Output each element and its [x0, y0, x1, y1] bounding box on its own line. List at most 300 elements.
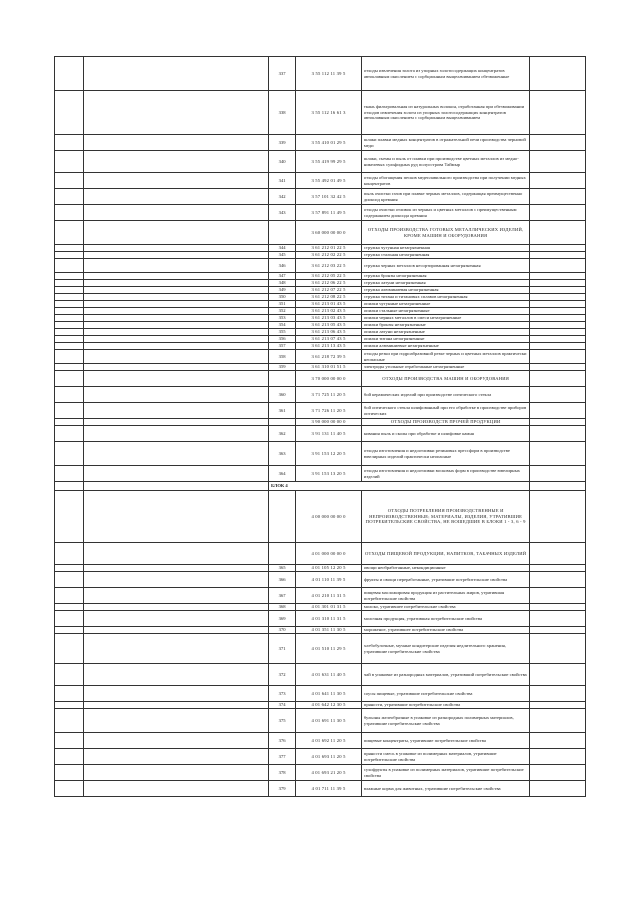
waste-name: пряности, утратившие потребительские свойства: [361, 702, 530, 709]
left-empty-cell: [55, 343, 84, 350]
table-row: [55, 627, 586, 634]
right-empty-cell: [530, 294, 586, 301]
table-row: [55, 588, 586, 604]
table-row: [55, 259, 586, 273]
row-number: 375: [269, 709, 296, 733]
left-empty-cell: [55, 91, 84, 135]
blank-column-cell: [84, 189, 269, 205]
left-empty-cell: [55, 442, 84, 466]
blank-column-cell: [84, 588, 269, 604]
row-number: 366: [269, 572, 296, 588]
row-number: 379: [269, 781, 296, 797]
left-empty-cell: [55, 245, 84, 252]
waste-name: отходы извлечения золота из упорных золотосодержащих концентратов автоклавным окислением с сорбционным выщелачиванием обезвоженные: [361, 57, 530, 91]
blank-column-cell: [84, 634, 269, 664]
left-empty-cell: [55, 466, 84, 482]
blank-column-cell: [84, 245, 269, 252]
table-row: [55, 135, 586, 151]
right-empty-cell: [530, 151, 586, 173]
blank-column-cell: [84, 91, 269, 135]
waste-name: стружка стальная незагрязненная: [361, 252, 530, 259]
waste-classification-table: [54, 56, 586, 797]
row-number: 338: [269, 91, 296, 135]
waste-name: сухофрукты в упаковке из полимерных материалов, утратившие потребительские свойства: [361, 765, 530, 781]
blank-column-cell: [84, 491, 269, 543]
section-code: 3 70 000 00 00 0: [296, 371, 362, 387]
table-row: [55, 245, 586, 252]
fkko-code: 4 01 105 12 20 5: [296, 565, 362, 572]
left-empty-cell: [55, 403, 84, 419]
fkko-code: 3 55 112 11 39 5: [296, 57, 362, 91]
section-row: [55, 371, 586, 387]
left-empty-cell: [55, 604, 84, 611]
fkko-code: 3 55 112 16 61 3: [296, 91, 362, 135]
row-number: 342: [269, 189, 296, 205]
right-empty-cell: [530, 252, 586, 259]
fkko-code: 3 61 310 01 51 5: [296, 364, 362, 371]
fkko-code: 4 01 310 11 31 5: [296, 611, 362, 627]
fkko-code: 4 01 693 21 20 5: [296, 765, 362, 781]
row-number: 358: [269, 350, 296, 364]
waste-name: чай в упаковке из разнородных материалов, утративший потребительские свойства: [361, 664, 530, 686]
right-empty-cell: [530, 686, 586, 702]
left-empty-cell: [55, 364, 84, 371]
row-number: 343: [269, 205, 296, 221]
right-empty-cell: [530, 491, 586, 543]
row-number: 352: [269, 308, 296, 315]
blank-column-cell: [84, 664, 269, 686]
right-empty-cell: [530, 343, 586, 350]
blank-column-cell: [84, 709, 269, 733]
row-number: 341: [269, 173, 296, 189]
fkko-code: 4 01 693 11 20 5: [296, 749, 362, 765]
blank-column-cell: [84, 611, 269, 627]
section-row: [55, 221, 586, 245]
row-number: 362: [269, 426, 296, 442]
left-empty-cell: [55, 419, 84, 426]
right-empty-cell: [530, 419, 586, 426]
fkko-code: 3 57 891 11 49 5: [296, 205, 362, 221]
waste-name: шлаки плавки медных концентратов в отражательной печи производства черновой меди: [361, 135, 530, 151]
right-empty-cell: [530, 245, 586, 252]
waste-name: отходы очистки отливок из черных и цветных металлов с преимущественным содержанием диоксида кремния: [361, 205, 530, 221]
section-row: [55, 419, 586, 426]
blank-column-cell: [84, 350, 269, 364]
row-number-empty: [269, 371, 296, 387]
table-row: [55, 426, 586, 442]
right-empty-cell: [530, 781, 586, 797]
table-row: [55, 315, 586, 322]
row-number: 371: [269, 634, 296, 664]
section-row: [55, 543, 586, 565]
row-number: 359: [269, 364, 296, 371]
table-row: [55, 350, 586, 364]
fkko-code: 4 01 510 11 29 5: [296, 634, 362, 664]
fkko-code: 3 61 213 01 43 5: [296, 301, 362, 308]
row-number-empty: [269, 419, 296, 426]
waste-name: отходы изготовления и недоотливки резиновых прессформ в производстве ювелирных изделий практически неопасные: [361, 442, 530, 466]
blank-column-cell: [84, 364, 269, 371]
row-number: 348: [269, 280, 296, 287]
table-row: [55, 189, 586, 205]
table-row: [55, 343, 586, 350]
right-empty-cell: [530, 664, 586, 686]
row-number: 350: [269, 294, 296, 301]
row-number-empty: [269, 221, 296, 245]
waste-name: электроды угольные отработанные незагрязненные: [361, 364, 530, 371]
blank-column-cell: [84, 702, 269, 709]
blank-column-cell: [84, 294, 269, 301]
fkko-code: 3 55 419 99 29 5: [296, 151, 362, 173]
row-number: 347: [269, 273, 296, 280]
row-number: 339: [269, 135, 296, 151]
table-row: [55, 294, 586, 301]
fkko-code: 3 91 153 12 20 5: [296, 442, 362, 466]
left-empty-cell: [55, 151, 84, 173]
table-row: [55, 301, 586, 308]
table-body: [55, 57, 586, 797]
section-title: ОТХОДЫ ПИЩЕВОЙ ПРОДУКЦИИ, НАПИТКОВ, ТАБАЧНЫХ ИЗДЕЛИЙ: [361, 543, 530, 565]
left-empty-cell: [55, 686, 84, 702]
fkko-code: 3 61 212 05 22 5: [296, 273, 362, 280]
fkko-code: 3 71 725 11 20 5: [296, 387, 362, 403]
section-title: ОТХОДЫ ПОТРЕБЛЕНИЯ ПРОИЗВОДСТВЕННЫЕ И НЕПРОИЗВОДСТВЕННЫЕ; МАТЕРИАЛЫ, ИЗДЕЛИЯ, УТРАТИВШИЕ ПОТРЕБИТЕЛЬСКИЕ СВОЙСТВА, НЕ ВОШЕДШИЕ В БЛОКИ 1 - 3, 6 - 9: [361, 491, 530, 543]
left-empty-cell: [55, 749, 84, 765]
table-row: [55, 151, 586, 173]
table-row: [55, 466, 586, 482]
fkko-code: 3 61 213 07 43 5: [296, 336, 362, 343]
section-title: ОТХОДЫ ПРОИЗВОДСТВА ГОТОВЫХ МЕТАЛЛИЧЕСКИХ ИЗДЕЛИЙ, КРОМЕ МАШИН И ОБОРУДОВАНИЯ: [361, 221, 530, 245]
left-empty-cell: [55, 781, 84, 797]
fkko-code: 3 91 131 11 40 5: [296, 426, 362, 442]
blank-column-cell: [84, 173, 269, 189]
waste-name: отходы обогащения песков медеплавильного производства при получении медных концентратов: [361, 173, 530, 189]
row-number: 374: [269, 702, 296, 709]
right-empty-cell: [530, 543, 586, 565]
section-title: ОТХОДЫ ПРОИЗВОДСТВ ПРОЧЕЙ ПРОДУКЦИИ: [361, 419, 530, 426]
right-empty-cell: [530, 634, 586, 664]
blank-column-cell: [84, 749, 269, 765]
waste-name: пищевые концентраты, утратившие потребительские свойства: [361, 733, 530, 749]
right-empty-cell: [530, 442, 586, 466]
table-row: [55, 709, 586, 733]
left-empty-cell: [55, 280, 84, 287]
left-empty-cell: [55, 259, 84, 273]
table-row: [55, 403, 586, 419]
left-empty-cell: [55, 135, 84, 151]
left-empty-cell: [55, 565, 84, 572]
left-empty-cell: [55, 702, 84, 709]
right-empty-cell: [530, 371, 586, 387]
blank-column-cell: [84, 482, 269, 491]
row-number: 354: [269, 322, 296, 329]
right-empty-cell: [530, 336, 586, 343]
table-row: [55, 442, 586, 466]
table-row: [55, 765, 586, 781]
row-number: 360: [269, 387, 296, 403]
left-empty-cell: [55, 315, 84, 322]
fkko-code: 3 61 212 07 22 5: [296, 287, 362, 294]
blank-column-cell: [84, 57, 269, 91]
waste-name: пыль очистки газов при плавке черных металлов, содержащая преимущественно диоксид кремния: [361, 189, 530, 205]
section-code: 4 01 000 00 00 0: [296, 543, 362, 565]
blank-column-cell: [84, 322, 269, 329]
table-row: [55, 322, 586, 329]
fkko-code: 3 55 492 01 49 5: [296, 173, 362, 189]
blank-column-cell: [84, 308, 269, 315]
blank-column-cell: [84, 765, 269, 781]
row-number: 355: [269, 329, 296, 336]
waste-name: стружка бронзы незагрязненная: [361, 273, 530, 280]
fkko-code: 4 01 691 11 30 5: [296, 709, 362, 733]
right-empty-cell: [530, 426, 586, 442]
table-row: [55, 572, 586, 588]
row-number: 376: [269, 733, 296, 749]
block-label: БЛОК 4: [269, 482, 530, 491]
fkko-code: 4 01 351 11 30 5: [296, 627, 362, 634]
left-empty-cell: [55, 491, 84, 543]
waste-name: фрукты и овощи переработанные, утратившие потребительские свойства: [361, 572, 530, 588]
left-empty-cell: [55, 588, 84, 604]
fkko-code: 3 71 726 11 20 5: [296, 403, 362, 419]
blank-column-cell: [84, 301, 269, 308]
blank-column-cell: [84, 442, 269, 466]
fkko-code: 3 91 153 13 20 5: [296, 466, 362, 482]
row-number: 357: [269, 343, 296, 350]
left-empty-cell: [55, 543, 84, 565]
right-empty-cell: [530, 364, 586, 371]
left-empty-cell: [55, 205, 84, 221]
table-row: [55, 604, 586, 611]
waste-name: молочная продукция, утратившая потребительские свойства: [361, 611, 530, 627]
fkko-code: 3 57 101 32 42 5: [296, 189, 362, 205]
blank-column-cell: [84, 252, 269, 259]
right-empty-cell: [530, 329, 586, 336]
section-code: 3 60 000 00 00 0: [296, 221, 362, 245]
right-empty-cell: [530, 482, 586, 491]
right-empty-cell: [530, 135, 586, 151]
left-empty-cell: [55, 294, 84, 301]
row-number: 344: [269, 245, 296, 252]
blank-column-cell: [84, 627, 269, 634]
waste-name: отходы резки при гидроабразивной резке черных и цветных металлов практически неопасные: [361, 350, 530, 364]
waste-name: мороженое, утратившее потребительские свойства: [361, 627, 530, 634]
blank-column-cell: [84, 221, 269, 245]
left-empty-cell: [55, 664, 84, 686]
blank-column-cell: [84, 315, 269, 322]
waste-name: опилки чугунные незагрязненные: [361, 301, 530, 308]
right-empty-cell: [530, 611, 586, 627]
block-row: [55, 482, 586, 491]
right-empty-cell: [530, 189, 586, 205]
left-empty-cell: [55, 301, 84, 308]
row-number: 373: [269, 686, 296, 702]
row-number: 378: [269, 765, 296, 781]
row-number: 377: [269, 749, 296, 765]
row-number: 364: [269, 466, 296, 482]
row-number: 370: [269, 627, 296, 634]
fkko-code: 3 61 213 02 43 5: [296, 308, 362, 315]
right-empty-cell: [530, 221, 586, 245]
right-empty-cell: [530, 604, 586, 611]
blank-column-cell: [84, 135, 269, 151]
blank-column-cell: [84, 565, 269, 572]
waste-name: опилки титана незагрязненные: [361, 336, 530, 343]
table-row: [55, 57, 586, 91]
section-code: 3 90 000 00 00 0: [296, 419, 362, 426]
fkko-code: 3 61 213 13 43 5: [296, 343, 362, 350]
row-number: 346: [269, 259, 296, 273]
section-title: ОТХОДЫ ПРОИЗВОДСТВА МАШИН И ОБОРУДОВАНИЯ: [361, 371, 530, 387]
right-empty-cell: [530, 322, 586, 329]
row-number: 345: [269, 252, 296, 259]
row-number: 367: [269, 588, 296, 604]
right-empty-cell: [530, 702, 586, 709]
section-row: [55, 491, 586, 543]
fkko-code: 4 01 210 11 31 5: [296, 588, 362, 604]
left-empty-cell: [55, 287, 84, 294]
right-empty-cell: [530, 387, 586, 403]
waste-name: молоко, утратившее потребительские свойства: [361, 604, 530, 611]
right-empty-cell: [530, 565, 586, 572]
right-empty-cell: [530, 91, 586, 135]
row-number-empty: [269, 491, 296, 543]
left-empty-cell: [55, 611, 84, 627]
table-row: [55, 205, 586, 221]
table-row: [55, 565, 586, 572]
row-number: 369: [269, 611, 296, 627]
section-code: 4 00 000 00 00 0: [296, 491, 362, 543]
right-empty-cell: [530, 709, 586, 733]
waste-name: ткань фильтровальная из натуральных волокон, отработанная при обезвоживании отходов извлечения золота из упорных золотосодержащих концентратов автоклавным окислением с сорбционным выщелачиванием: [361, 91, 530, 135]
left-empty-cell: [55, 322, 84, 329]
fkko-code: 3 61 213 03 43 5: [296, 315, 362, 322]
table-row: [55, 308, 586, 315]
waste-name: пищевая масложировая продукция из растительных жиров, утратившая потребительские свойства: [361, 588, 530, 604]
right-empty-cell: [530, 287, 586, 294]
waste-name: бой оптического стекла шлифованный при его обработке в производстве приборов оптических: [361, 403, 530, 419]
table-row: [55, 91, 586, 135]
row-number: 340: [269, 151, 296, 173]
left-empty-cell: [55, 426, 84, 442]
blank-column-cell: [84, 336, 269, 343]
blank-column-cell: [84, 371, 269, 387]
table-row: [55, 273, 586, 280]
left-empty-cell: [55, 57, 84, 91]
left-empty-cell: [55, 336, 84, 343]
fkko-code: 4 01 711 11 39 5: [296, 781, 362, 797]
right-empty-cell: [530, 627, 586, 634]
row-number: 363: [269, 442, 296, 466]
right-empty-cell: [530, 308, 586, 315]
fkko-code: 4 01 631 11 40 5: [296, 664, 362, 686]
row-number: 356: [269, 336, 296, 343]
waste-name: бульоны желеобразные в упаковке из разнородных полимерных материалов, утратившие потребительские свойства: [361, 709, 530, 733]
right-empty-cell: [530, 350, 586, 364]
blank-column-cell: [84, 686, 269, 702]
row-number-empty: [269, 543, 296, 565]
left-empty-cell: [55, 733, 84, 749]
blank-column-cell: [84, 466, 269, 482]
waste-name: стружка титана и титановых сплавов незагрязненная: [361, 294, 530, 301]
table-row: [55, 611, 586, 627]
left-empty-cell: [55, 350, 84, 364]
waste-name: стружка черных металлов несортированная незагрязненная: [361, 259, 530, 273]
left-empty-cell: [55, 189, 84, 205]
left-empty-cell: [55, 634, 84, 664]
waste-name: опилки латуни незагрязненные: [361, 329, 530, 336]
waste-name: влажные корма для животных, утратившие потребительские свойства: [361, 781, 530, 797]
blank-column-cell: [84, 329, 269, 336]
right-empty-cell: [530, 403, 586, 419]
row-number: 353: [269, 315, 296, 322]
waste-name: овощи необработанные, некондиционные: [361, 565, 530, 572]
row-number: 372: [269, 664, 296, 686]
fkko-code: 3 61 212 08 22 5: [296, 294, 362, 301]
blank-column-cell: [84, 387, 269, 403]
table-row: [55, 387, 586, 403]
right-empty-cell: [530, 57, 586, 91]
fkko-code: 3 61 213 06 43 5: [296, 329, 362, 336]
waste-name: опилки бронзы незагрязненные: [361, 322, 530, 329]
waste-name: шлаки, съемы и пыль от плавки при производстве цветных металлов из медно-никелевых сульфидных руд полуострова Таймыр: [361, 151, 530, 173]
fkko-code: 4 01 692 11 20 5: [296, 733, 362, 749]
fkko-code: 3 61 212 06 22 5: [296, 280, 362, 287]
fkko-code: 3 61 218 72 39 5: [296, 350, 362, 364]
fkko-code: 3 61 213 05 43 5: [296, 322, 362, 329]
right-empty-cell: [530, 280, 586, 287]
table-row: [55, 173, 586, 189]
waste-name: стружка чугунная незагрязненная: [361, 245, 530, 252]
waste-name: соусы пищевые, утратившие потребительские свойства: [361, 686, 530, 702]
fkko-code: 4 01 301 01 31 5: [296, 604, 362, 611]
blank-column-cell: [84, 151, 269, 173]
left-empty-cell: [55, 765, 84, 781]
right-empty-cell: [530, 749, 586, 765]
fkko-code: 4 01 641 11 30 5: [296, 686, 362, 702]
right-empty-cell: [530, 572, 586, 588]
blank-column-cell: [84, 287, 269, 294]
row-number: 337: [269, 57, 296, 91]
table-row: [55, 280, 586, 287]
waste-name: опилки алюминиевые незагрязненные: [361, 343, 530, 350]
table-row: [55, 634, 586, 664]
row-number: 365: [269, 565, 296, 572]
right-empty-cell: [530, 466, 586, 482]
blank-column-cell: [84, 259, 269, 273]
left-empty-cell: [55, 273, 84, 280]
blank-column-cell: [84, 273, 269, 280]
blank-column-cell: [84, 572, 269, 588]
left-empty-cell: [55, 221, 84, 245]
row-number: 368: [269, 604, 296, 611]
blank-column-cell: [84, 543, 269, 565]
left-empty-cell: [55, 482, 84, 491]
left-empty-cell: [55, 572, 84, 588]
waste-name: стружка алюминиевая незагрязненная: [361, 287, 530, 294]
table-row: [55, 329, 586, 336]
waste-name: бой керамических изделий при производстве оптического стекла: [361, 387, 530, 403]
left-empty-cell: [55, 709, 84, 733]
blank-column-cell: [84, 343, 269, 350]
blank-column-cell: [84, 419, 269, 426]
right-empty-cell: [530, 273, 586, 280]
fkko-code: 4 01 110 11 39 5: [296, 572, 362, 588]
blank-column-cell: [84, 781, 269, 797]
left-empty-cell: [55, 371, 84, 387]
waste-name: пряности смесь в упаковке из полимерных материалов, утратившие потребительские свойства: [361, 749, 530, 765]
waste-name: стружка латуни незагрязненная: [361, 280, 530, 287]
